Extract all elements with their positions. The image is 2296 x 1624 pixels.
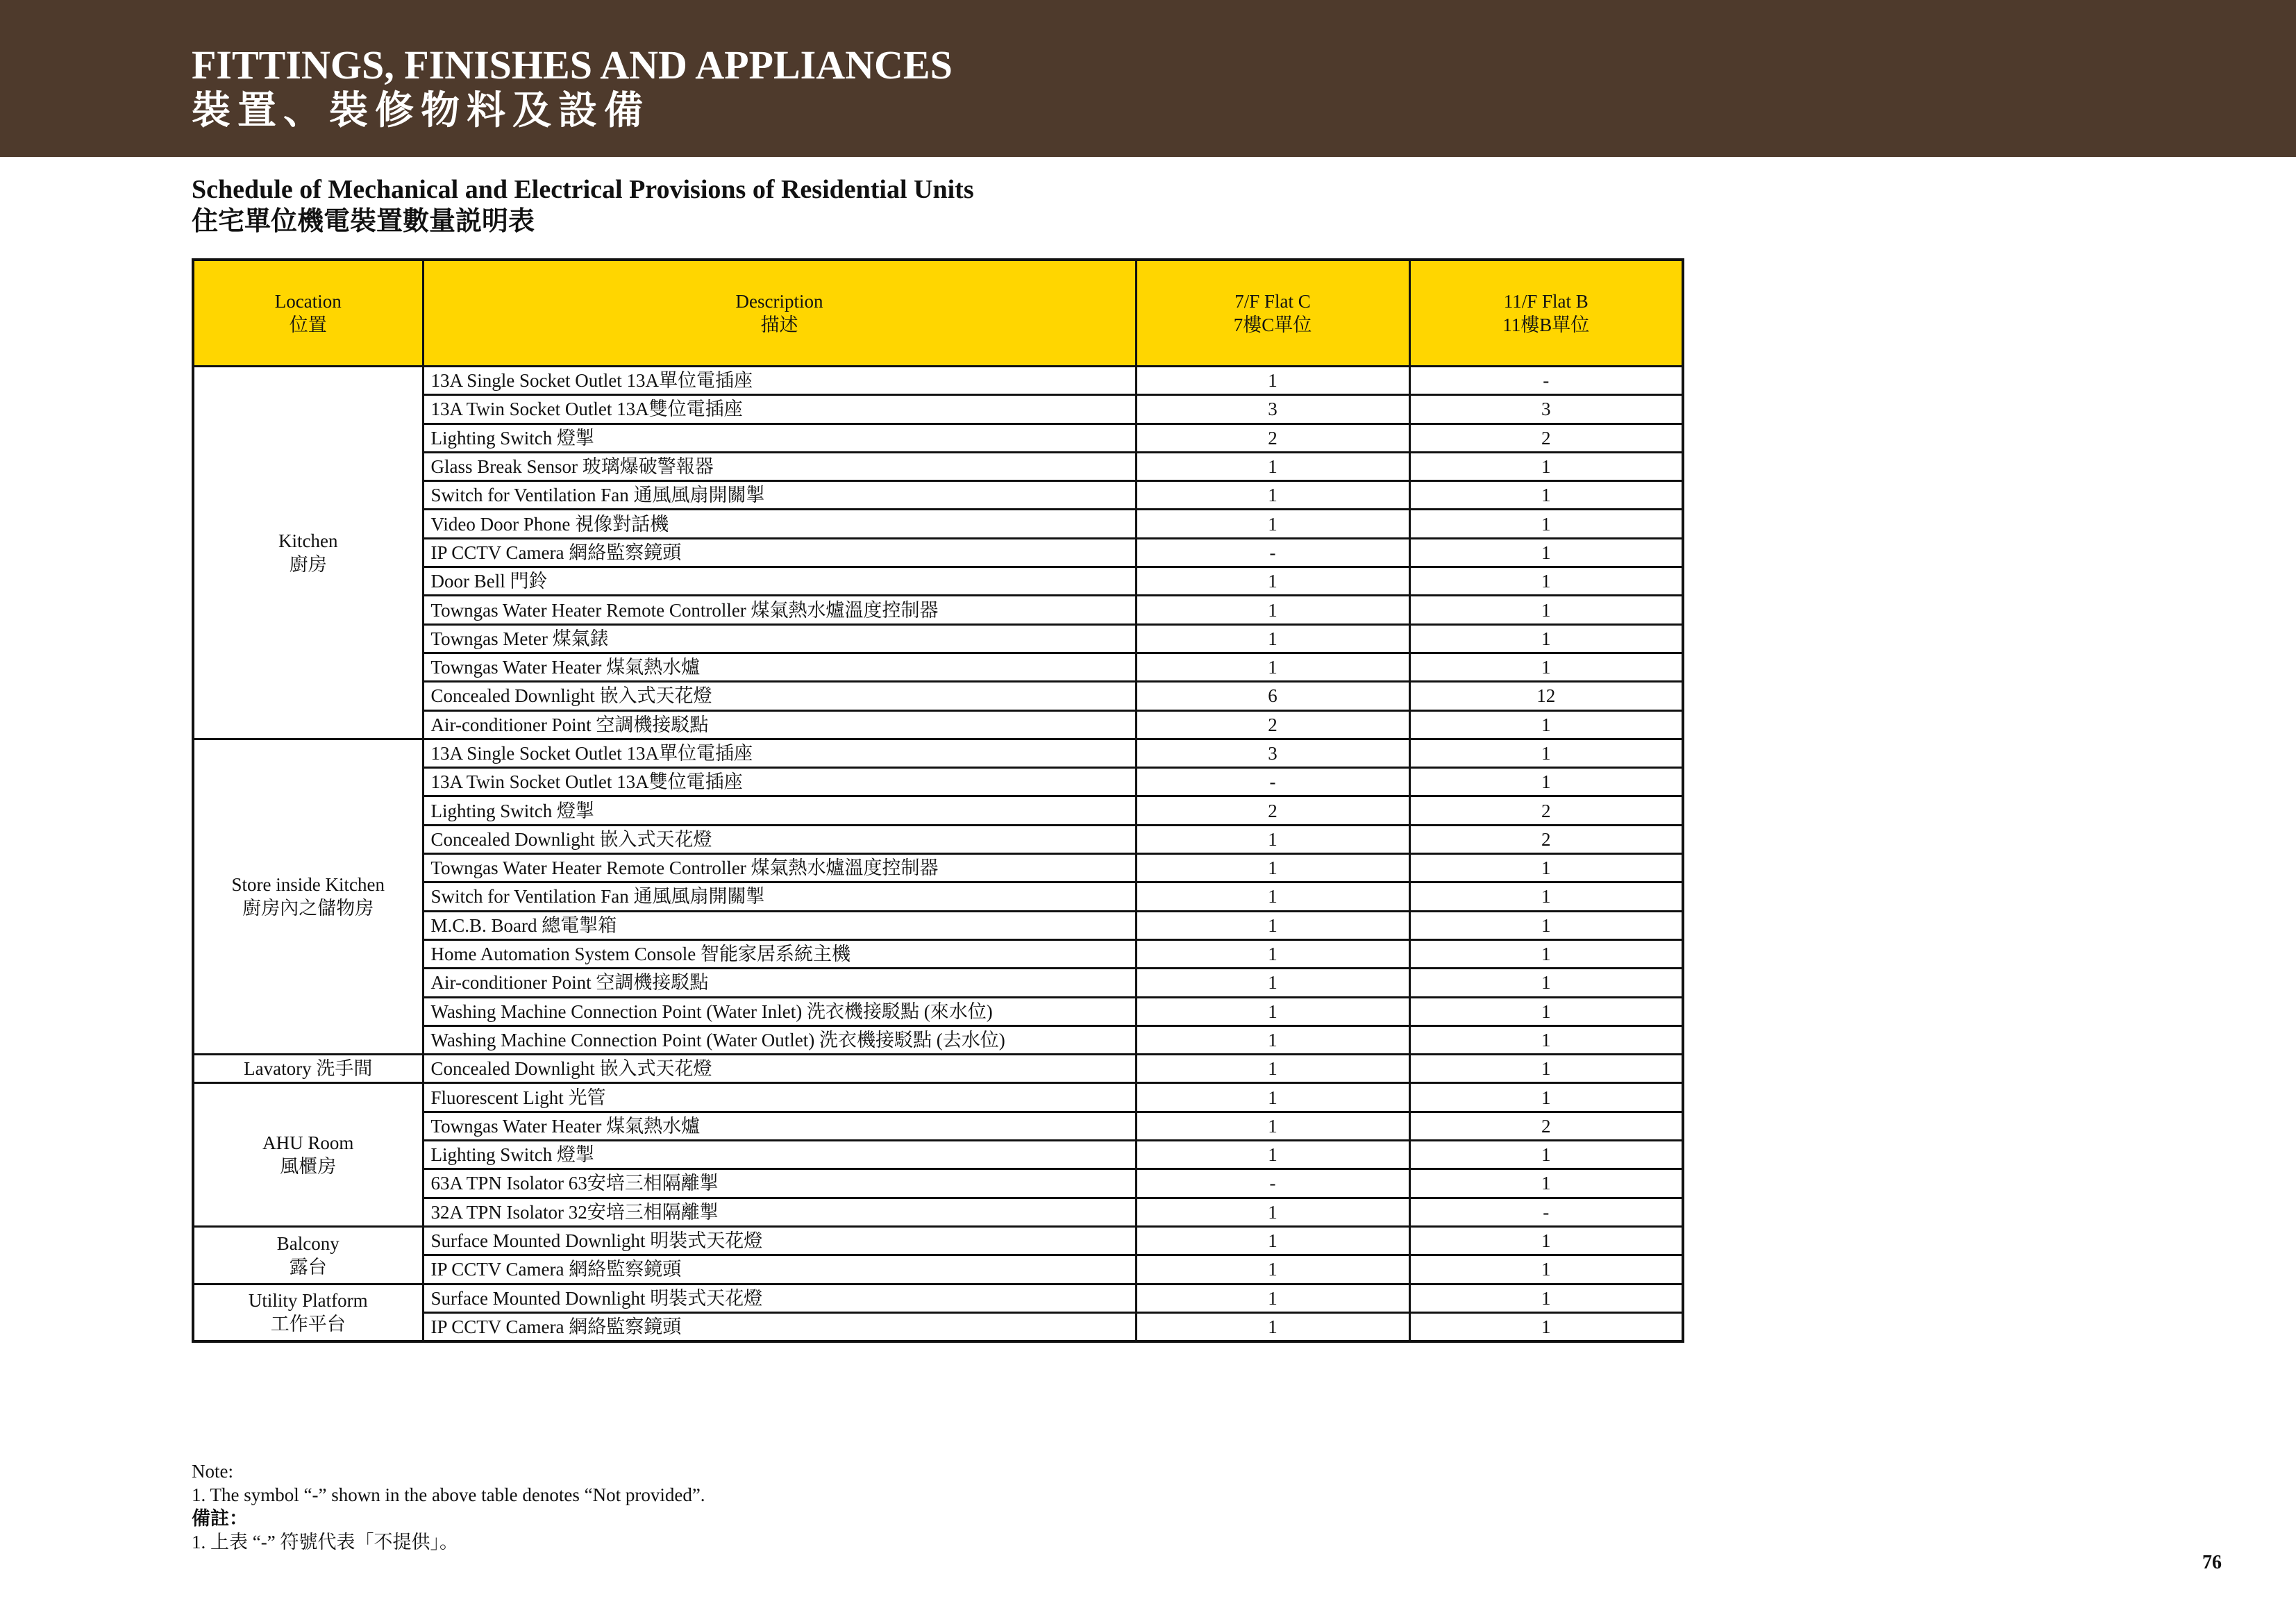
- column-header-zh: 位置: [289, 315, 327, 335]
- qty-7f-flat-c-cell: 1: [1136, 1112, 1409, 1140]
- qty-11f-flat-b-cell: 1: [1409, 653, 1683, 681]
- qty-11f-flat-b-cell: 2: [1409, 825, 1683, 853]
- note-line-en: 1. The symbol “-” shown in the above table denotes “Not provided”.: [192, 1484, 705, 1505]
- qty-7f-flat-c-cell: 3: [1136, 395, 1409, 424]
- qty-11f-flat-b-cell: 1: [1409, 452, 1683, 480]
- qty-11f-flat-b-cell: 12: [1409, 682, 1683, 710]
- location-en: Store inside Kitchen: [231, 874, 385, 896]
- qty-7f-flat-c-cell: 1: [1136, 1312, 1409, 1341]
- location-en: Balcony: [276, 1232, 340, 1254]
- location-zh: 廚房: [289, 553, 327, 575]
- description-cell: Lighting Switch 燈掣: [423, 1141, 1136, 1169]
- location-cell: [193, 1284, 423, 1341]
- column-header-en: 7/F Flat C: [1234, 291, 1311, 312]
- location-en: AHU Room: [262, 1132, 354, 1154]
- qty-11f-flat-b-cell: 1: [1409, 911, 1683, 939]
- description-cell: Towngas Water Heater 煤氣熱水爐: [423, 653, 1136, 681]
- qty-7f-flat-c-cell: 3: [1136, 739, 1409, 767]
- description-cell: Concealed Downlight 嵌入式天花燈: [423, 825, 1136, 853]
- qty-11f-flat-b-cell: 1: [1409, 538, 1683, 567]
- qty-7f-flat-c-cell: 1: [1136, 653, 1409, 681]
- table-row: [193, 1055, 1683, 1083]
- qty-7f-flat-c-cell: 1: [1136, 854, 1409, 882]
- description-cell: Towngas Water Heater Remote Controller 煤氣熱水爐溫度控制器: [423, 596, 1136, 624]
- page-title-en: FITTINGS, FINISHES AND APPLIANCES: [192, 42, 953, 87]
- qty-7f-flat-c-cell: 1: [1136, 1026, 1409, 1054]
- location-cell: [193, 1226, 423, 1284]
- description-cell: 63A TPN Isolator 63安培三相隔離掣: [423, 1169, 1136, 1198]
- column-header-zh: 7樓C單位: [1233, 315, 1312, 335]
- qty-7f-flat-c-cell: 1: [1136, 1141, 1409, 1169]
- table-row: [193, 367, 1683, 395]
- page-title-zh: 裝置、裝修物料及設備: [192, 90, 650, 133]
- qty-11f-flat-b-cell: 1: [1409, 1083, 1683, 1112]
- description-cell: Door Bell 門鈴: [423, 567, 1136, 596]
- location-en: Lavatory 洗手間: [244, 1058, 373, 1080]
- qty-7f-flat-c-cell: 1: [1136, 997, 1409, 1026]
- description-cell: Fluorescent Light 光管: [423, 1083, 1136, 1112]
- qty-11f-flat-b-cell: 1: [1409, 624, 1683, 653]
- qty-7f-flat-c-cell: 1: [1136, 1255, 1409, 1284]
- column-header-en: Description: [735, 291, 823, 312]
- qty-11f-flat-b-cell: 1: [1409, 510, 1683, 538]
- description-cell: Surface Mounted Downlight 明裝式天花燈: [423, 1226, 1136, 1255]
- column-header-zh: 描述: [760, 315, 798, 335]
- qty-7f-flat-c-cell: 1: [1136, 969, 1409, 997]
- description-cell: Air-conditioner Point 空調機接駁點: [423, 969, 1136, 997]
- notes: [192, 1459, 705, 1554]
- qty-7f-flat-c-cell: 1: [1136, 939, 1409, 968]
- qty-7f-flat-c-cell: 1: [1136, 911, 1409, 939]
- page-header-banner: [0, 0, 2296, 157]
- table-row: [193, 1083, 1683, 1112]
- location-en: Utility Platform: [248, 1290, 368, 1312]
- description-cell: Washing Machine Connection Point (Water Outlet) 洗衣機接駁點 (去水位): [423, 1026, 1136, 1054]
- description-cell: Washing Machine Connection Point (Water Inlet) 洗衣機接駁點 (來水位): [423, 997, 1136, 1026]
- qty-7f-flat-c-cell: 2: [1136, 796, 1409, 825]
- qty-11f-flat-b-cell: 1: [1409, 739, 1683, 767]
- qty-11f-flat-b-cell: 1: [1409, 710, 1683, 739]
- qty-11f-flat-b-cell: 1: [1409, 1312, 1683, 1341]
- column-header-en: Location: [274, 291, 342, 312]
- qty-11f-flat-b-cell: 2: [1409, 1112, 1683, 1140]
- description-cell: Home Automation System Console 智能家居系統主機: [423, 939, 1136, 968]
- qty-11f-flat-b-cell: 3: [1409, 395, 1683, 424]
- qty-11f-flat-b-cell: 1: [1409, 969, 1683, 997]
- qty-7f-flat-c-cell: 2: [1136, 710, 1409, 739]
- section-title-zh: 住宅單位機電裝置數量説明表: [192, 207, 535, 236]
- description-cell: Lighting Switch 燈掣: [423, 796, 1136, 825]
- table-header-row: [193, 260, 1683, 367]
- qty-7f-flat-c-cell: -: [1136, 1169, 1409, 1198]
- qty-7f-flat-c-cell: -: [1136, 768, 1409, 796]
- qty-11f-flat-b-cell: 1: [1409, 768, 1683, 796]
- column-header-zh: 11樓B單位: [1502, 315, 1590, 335]
- qty-11f-flat-b-cell: 1: [1409, 939, 1683, 968]
- qty-7f-flat-c-cell: 2: [1136, 424, 1409, 452]
- qty-11f-flat-b-cell: 1: [1409, 1255, 1683, 1284]
- qty-11f-flat-b-cell: 1: [1409, 1169, 1683, 1198]
- qty-7f-flat-c-cell: 1: [1136, 624, 1409, 653]
- qty-11f-flat-b-cell: 1: [1409, 1284, 1683, 1312]
- column-header-7f-flat-c: [1136, 260, 1409, 367]
- qty-11f-flat-b-cell: 1: [1409, 997, 1683, 1026]
- column-header-11f-flat-b: [1409, 260, 1683, 367]
- description-cell: Surface Mounted Downlight 明裝式天花燈: [423, 1284, 1136, 1312]
- location-zh: 風櫃房: [280, 1156, 337, 1178]
- qty-7f-flat-c-cell: 1: [1136, 1055, 1409, 1083]
- qty-7f-flat-c-cell: 1: [1136, 825, 1409, 853]
- column-header-location: [193, 260, 423, 367]
- description-cell: M.C.B. Board 總電掣箱: [423, 911, 1136, 939]
- note-label-en: Note:: [192, 1461, 233, 1482]
- description-cell: Towngas Water Heater 煤氣熱水爐: [423, 1112, 1136, 1140]
- location-zh: 廚房內之儲物房: [242, 898, 374, 919]
- description-cell: Air-conditioner Point 空調機接駁點: [423, 710, 1136, 739]
- description-cell: Lighting Switch 燈掣: [423, 424, 1136, 452]
- description-cell: Towngas Meter 煤氣錶: [423, 624, 1136, 653]
- note-label-zh: 備註：: [192, 1508, 248, 1529]
- qty-7f-flat-c-cell: 1: [1136, 510, 1409, 538]
- qty-7f-flat-c-cell: 1: [1136, 1083, 1409, 1112]
- description-cell: IP CCTV Camera 網絡監察鏡頭: [423, 1255, 1136, 1284]
- location-cell: [193, 367, 423, 739]
- qty-11f-flat-b-cell: -: [1409, 1198, 1683, 1226]
- description-cell: 13A Twin Socket Outlet 13A雙位電插座: [423, 768, 1136, 796]
- location-zh: 工作平台: [270, 1314, 346, 1335]
- qty-11f-flat-b-cell: 1: [1409, 1026, 1683, 1054]
- note-line-zh: 1. 上表 “-” 符號代表「不提供」。: [192, 1532, 458, 1552]
- column-header-en: 11/F Flat B: [1503, 291, 1589, 312]
- description-cell: Towngas Water Heater Remote Controller 煤氣熱水爐溫度控制器: [423, 854, 1136, 882]
- qty-7f-flat-c-cell: 1: [1136, 452, 1409, 480]
- description-cell: 13A Single Socket Outlet 13A單位電插座: [423, 739, 1136, 767]
- qty-7f-flat-c-cell: 1: [1136, 367, 1409, 395]
- description-cell: Concealed Downlight 嵌入式天花燈: [423, 682, 1136, 710]
- description-cell: IP CCTV Camera 網絡監察鏡頭: [423, 1312, 1136, 1341]
- qty-11f-flat-b-cell: 1: [1409, 882, 1683, 911]
- qty-11f-flat-b-cell: 1: [1409, 567, 1683, 596]
- provisions-table: [192, 258, 1684, 1343]
- qty-11f-flat-b-cell: 1: [1409, 1055, 1683, 1083]
- section-title-en: Schedule of Mechanical and Electrical Provisions of Residential Units: [192, 175, 974, 204]
- table-row: [193, 1226, 1683, 1255]
- location-cell: [193, 1083, 423, 1226]
- location-en: Kitchen: [278, 530, 338, 551]
- description-cell: Concealed Downlight 嵌入式天花燈: [423, 1055, 1136, 1083]
- description-cell: 32A TPN Isolator 32安培三相隔離掣: [423, 1198, 1136, 1226]
- qty-7f-flat-c-cell: 1: [1136, 1226, 1409, 1255]
- table-body: [193, 367, 1683, 1342]
- qty-7f-flat-c-cell: 6: [1136, 682, 1409, 710]
- qty-7f-flat-c-cell: 1: [1136, 481, 1409, 510]
- qty-11f-flat-b-cell: 1: [1409, 596, 1683, 624]
- qty-11f-flat-b-cell: 1: [1409, 1226, 1683, 1255]
- qty-7f-flat-c-cell: 1: [1136, 567, 1409, 596]
- table-row: [193, 739, 1683, 767]
- qty-7f-flat-c-cell: 1: [1136, 882, 1409, 911]
- column-header-description: [423, 260, 1136, 367]
- qty-11f-flat-b-cell: 1: [1409, 854, 1683, 882]
- location-cell: [193, 1055, 423, 1083]
- qty-11f-flat-b-cell: 1: [1409, 1141, 1683, 1169]
- description-cell: Glass Break Sensor 玻璃爆破警報器: [423, 452, 1136, 480]
- description-cell: Switch for Ventilation Fan 通風風扇開關掣: [423, 481, 1136, 510]
- page-number: 76: [2202, 1552, 2222, 1573]
- description-cell: IP CCTV Camera 網絡監察鏡頭: [423, 538, 1136, 567]
- qty-7f-flat-c-cell: -: [1136, 538, 1409, 567]
- qty-7f-flat-c-cell: 1: [1136, 596, 1409, 624]
- description-cell: Video Door Phone 視像對話機: [423, 510, 1136, 538]
- qty-7f-flat-c-cell: 1: [1136, 1198, 1409, 1226]
- location-zh: 露台: [289, 1256, 327, 1278]
- description-cell: 13A Twin Socket Outlet 13A雙位電插座: [423, 395, 1136, 424]
- location-cell: [193, 739, 423, 1054]
- description-cell: Switch for Ventilation Fan 通風風扇開關掣: [423, 882, 1136, 911]
- table-row: [193, 1284, 1683, 1312]
- description-cell: 13A Single Socket Outlet 13A單位電插座: [423, 367, 1136, 395]
- qty-11f-flat-b-cell: 1: [1409, 481, 1683, 510]
- qty-11f-flat-b-cell: 2: [1409, 424, 1683, 452]
- qty-11f-flat-b-cell: 2: [1409, 796, 1683, 825]
- qty-11f-flat-b-cell: -: [1409, 367, 1683, 395]
- qty-7f-flat-c-cell: 1: [1136, 1284, 1409, 1312]
